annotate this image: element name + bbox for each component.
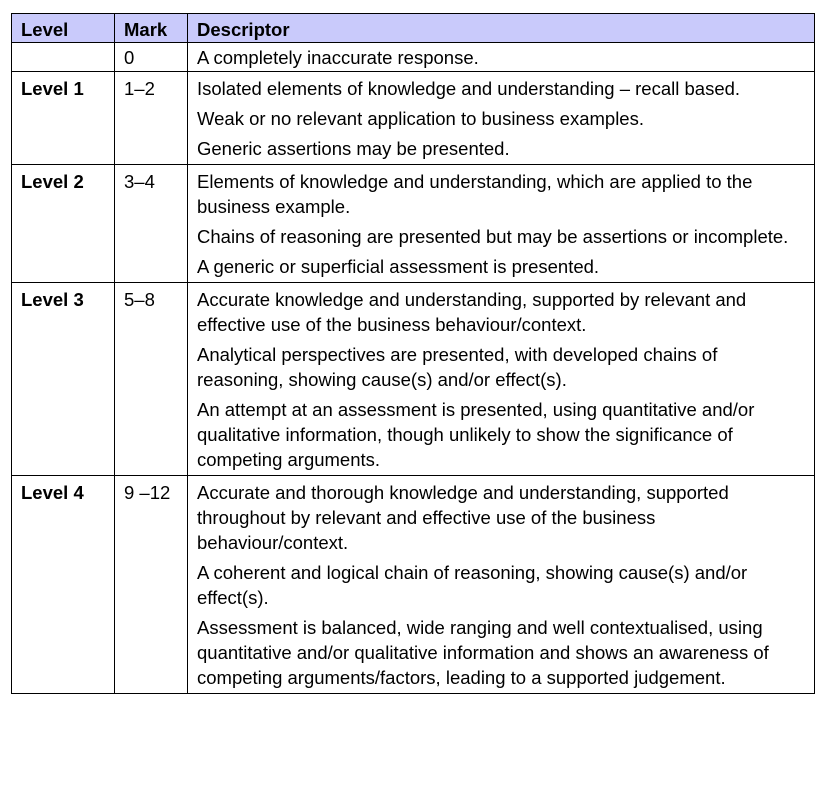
descriptor-text: An attempt at an assessment is presented, using quantitative and/or qualitative information, though unlikely to show the significance of competing arguments. (197, 399, 755, 470)
descriptor-text: Generic assertions may be presented. (197, 138, 510, 159)
descriptor-cell (188, 72, 815, 165)
descriptor-text: Assessment is balanced, wide ranging and well contextualised, using quantitative and/or qualitative information and shows an awareness of competing arguments/factors, leading to a supported judgement. (197, 617, 769, 688)
mark-cell: 1–2 (115, 72, 188, 165)
table-header (12, 14, 815, 43)
descriptor-cell (188, 43, 815, 72)
level-cell: Level 2 (12, 165, 115, 283)
level-cell (12, 43, 115, 72)
descriptor-text: A generic or superficial assessment is presented. (197, 256, 600, 277)
header-level: Level (12, 14, 115, 43)
table-body (12, 43, 815, 694)
table-row-level-4 (12, 476, 815, 694)
table-row-level-3 (12, 283, 815, 476)
levels-mark-scheme-table (11, 13, 815, 694)
descriptor-text: Analytical perspectives are presented, with developed chains of reasoning, showing cause(s) and/or effect(s). (197, 344, 718, 390)
descriptor-text: Chains of reasoning are presented but may be assertions or incomplete. (197, 226, 789, 247)
descriptor-cell (188, 283, 815, 476)
mark-cell: 5–8 (115, 283, 188, 476)
descriptor-text: Accurate and thorough knowledge and understanding, supported throughout by relevant and effective use of the business behaviour/context. (197, 482, 729, 553)
descriptor-text: Elements of knowledge and understanding, which are applied to the business example. (197, 171, 753, 217)
table-row-level-1 (12, 72, 815, 165)
table-row-mark-0 (12, 43, 815, 72)
level-cell: Level 3 (12, 283, 115, 476)
mark-cell: 0 (115, 43, 188, 72)
descriptor-text: A completely inaccurate response. (197, 47, 479, 68)
level-cell: Level 1 (12, 72, 115, 165)
header-descriptor: Descriptor (188, 14, 815, 43)
descriptor-cell (188, 165, 815, 283)
level-cell: Level 4 (12, 476, 115, 694)
header-mark: Mark (115, 14, 188, 43)
header-row (12, 14, 815, 43)
mark-cell: 9 –12 (115, 476, 188, 694)
descriptor-cell (188, 476, 815, 694)
descriptor-text: Accurate knowledge and understanding, supported by relevant and effective use of the business behaviour/context. (197, 289, 747, 335)
mark-cell: 3–4 (115, 165, 188, 283)
descriptor-text: Isolated elements of knowledge and understanding – recall based. (197, 78, 741, 99)
descriptor-text: A coherent and logical chain of reasoning, showing cause(s) and/or effect(s). (197, 562, 748, 608)
table-row-level-2 (12, 165, 815, 283)
descriptor-text: Weak or no relevant application to business examples. (197, 108, 644, 129)
